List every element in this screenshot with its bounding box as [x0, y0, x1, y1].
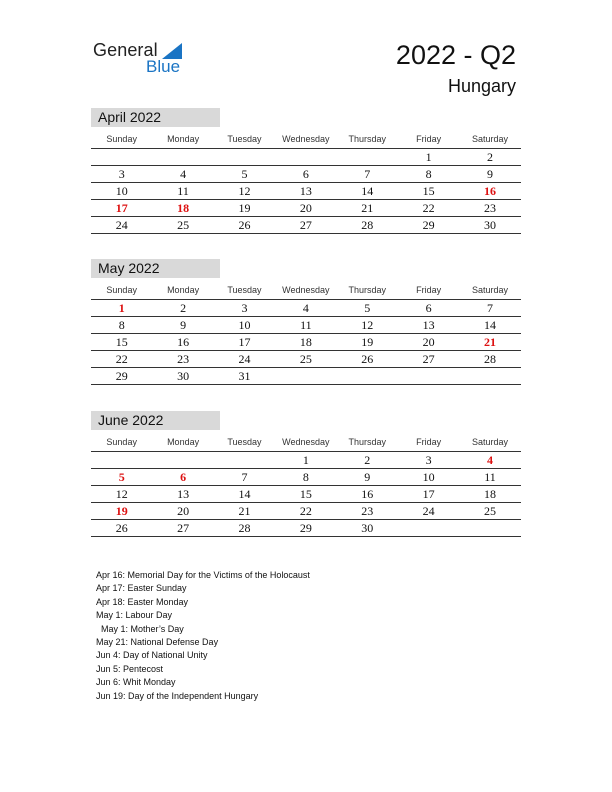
weekday-label: Tuesday [227, 285, 262, 295]
weekday-header-row [91, 282, 521, 300]
day-cell: 16 [361, 487, 374, 501]
day-cell: 20 [299, 201, 312, 215]
weekday-label: Saturday [472, 134, 509, 144]
holiday-note: May 1: Labour Day [96, 610, 173, 621]
weekday-label: Thursday [348, 285, 387, 295]
weekday-label: Wednesday [282, 285, 330, 295]
weekday-label: Monday [167, 437, 200, 447]
day-cell: 3 [118, 167, 125, 181]
holiday-note: Apr 16: Memorial Day for the Victims of the Holocaust [96, 570, 310, 580]
weekday-label: Friday [416, 285, 442, 295]
day-cell: 13 [422, 318, 435, 332]
day-cell: 19 [238, 201, 251, 215]
day-cell: 12 [115, 487, 128, 501]
holiday-note: Apr 18: Easter Monday [96, 596, 189, 607]
day-cell: 21 [238, 504, 251, 518]
day-cell: 5 [364, 301, 371, 315]
week-row [91, 149, 521, 166]
day-cell: 2 [487, 150, 494, 164]
day-cell: 9 [364, 470, 371, 484]
day-cell: 27 [177, 521, 190, 535]
holiday-note: Jun 6: Whit Monday [96, 677, 176, 688]
day-cell: 11 [177, 184, 189, 198]
empty-day-cell [91, 452, 152, 468]
weekday-label: Friday [416, 437, 442, 447]
day-cell: 2 [180, 301, 187, 315]
day-cell: 14 [238, 487, 251, 501]
day-cell: 2 [364, 453, 371, 467]
day-cell: 14 [484, 318, 497, 332]
day-cell: 24 [115, 218, 128, 232]
day-cell: 7 [241, 470, 248, 484]
day-cell: 14 [361, 184, 374, 198]
day-cell: 17 [238, 335, 251, 349]
day-cell: 8 [302, 470, 309, 484]
day-cell: 9 [487, 167, 494, 181]
day-cell: 8 [425, 167, 432, 181]
day-cell: 8 [118, 318, 125, 332]
month-calendar [91, 259, 521, 385]
day-cell: 29 [422, 218, 435, 232]
day-cell: 28 [361, 218, 374, 232]
weekday-label: Tuesday [227, 437, 262, 447]
month-title: June 2022 [91, 411, 220, 430]
empty-day-cell [91, 149, 152, 165]
day-cell: 29 [115, 369, 128, 383]
empty-day-cell [398, 520, 459, 536]
holiday-note: Jun 4: Day of National Unity [96, 650, 208, 661]
day-cell: 15 [422, 184, 435, 198]
week-row [91, 317, 521, 334]
weekday-label: Monday [167, 285, 200, 295]
day-cell: 22 [299, 504, 312, 518]
week-row [91, 368, 521, 385]
day-cell: 15 [115, 335, 128, 349]
day-cell: 21 [484, 335, 497, 349]
week-row [91, 334, 521, 351]
day-cell: 10 [422, 470, 435, 484]
day-cell: 25 [484, 504, 497, 518]
day-cell: 3 [425, 453, 432, 467]
week-row [91, 300, 521, 317]
weekday-label: Sunday [106, 437, 137, 447]
day-cell: 11 [300, 318, 312, 332]
country-name: Hungary [447, 76, 516, 96]
holiday-note: May 1: Mother’s Day [101, 623, 184, 634]
empty-day-cell [214, 149, 275, 165]
month-calendar [91, 411, 521, 537]
weekday-header-row [91, 434, 521, 452]
day-cell: 7 [487, 301, 494, 315]
logo-general-text: General [93, 40, 158, 60]
weekday-label: Wednesday [282, 437, 330, 447]
weekday-label: Tuesday [227, 134, 262, 144]
empty-day-cell [152, 149, 213, 165]
day-cell: 24 [422, 504, 435, 518]
weekday-label: Wednesday [282, 134, 330, 144]
day-cell: 29 [299, 521, 312, 535]
day-cell: 30 [484, 218, 497, 232]
weekday-label: Friday [416, 134, 442, 144]
empty-day-cell [337, 368, 398, 384]
empty-day-cell [337, 149, 398, 165]
week-row [91, 469, 521, 486]
day-cell: 12 [361, 318, 374, 332]
weekday-label: Monday [167, 134, 200, 144]
weekday-label: Sunday [106, 134, 137, 144]
day-cell: 28 [238, 521, 251, 535]
weekday-label: Saturday [472, 437, 509, 447]
day-cell: 1 [302, 453, 309, 467]
week-row [91, 452, 521, 469]
day-cell: 17 [115, 201, 128, 215]
day-cell: 5 [241, 167, 248, 181]
month-title: May 2022 [91, 259, 220, 278]
day-cell: 25 [299, 352, 312, 366]
day-cell: 21 [361, 201, 374, 215]
day-cell: 13 [177, 487, 190, 501]
empty-day-cell [459, 368, 520, 384]
day-cell: 28 [484, 352, 497, 366]
holiday-note: Apr 17: Easter Sunday [96, 583, 187, 594]
day-cell: 1 [425, 150, 432, 164]
empty-day-cell [459, 520, 520, 536]
weekday-label: Saturday [472, 285, 509, 295]
holiday-notes [96, 569, 310, 703]
day-cell: 16 [484, 184, 497, 198]
week-row [91, 200, 521, 217]
day-cell: 30 [361, 521, 374, 535]
day-cell: 26 [361, 352, 374, 366]
day-cell: 17 [422, 487, 435, 501]
brand-logo [93, 40, 193, 80]
holiday-note: Jun 19: Day of the Independent Hungary [96, 690, 259, 701]
day-cell: 1 [118, 301, 125, 315]
day-cell: 24 [238, 352, 251, 366]
day-cell: 26 [238, 218, 251, 232]
month-title: April 2022 [91, 108, 220, 127]
day-cell: 13 [299, 184, 312, 198]
week-row [91, 183, 521, 200]
week-row [91, 166, 521, 183]
empty-day-cell [275, 368, 336, 384]
day-cell: 7 [364, 167, 371, 181]
weekday-header-row [91, 131, 521, 149]
empty-day-cell [398, 368, 459, 384]
day-cell: 27 [422, 352, 435, 366]
month-calendar [91, 108, 521, 234]
day-cell: 12 [238, 184, 251, 198]
day-cell: 19 [115, 504, 128, 518]
day-cell: 6 [302, 167, 309, 181]
day-cell: 30 [177, 369, 190, 383]
day-cell: 31 [238, 369, 251, 383]
day-cell: 11 [484, 470, 496, 484]
day-cell: 27 [299, 218, 312, 232]
day-cell: 23 [361, 504, 374, 518]
day-cell: 25 [177, 218, 190, 232]
day-cell: 3 [241, 301, 248, 315]
day-cell: 22 [422, 201, 435, 215]
empty-day-cell [152, 452, 213, 468]
day-cell: 4 [487, 453, 494, 467]
day-cell: 5 [118, 470, 125, 484]
day-cell: 18 [177, 201, 190, 215]
day-cell: 6 [180, 470, 187, 484]
day-cell: 15 [299, 487, 312, 501]
day-cell: 23 [177, 352, 190, 366]
weekday-label: Sunday [106, 285, 137, 295]
weekday-label: Thursday [348, 437, 387, 447]
holiday-note: May 21: National Defense Day [96, 637, 219, 648]
quarter-title: 2022 - Q2 [395, 40, 516, 70]
empty-day-cell [275, 149, 336, 165]
week-row [91, 486, 521, 503]
holiday-note: Jun 5: Pentecost [96, 663, 164, 674]
week-row [91, 520, 521, 537]
day-cell: 18 [484, 487, 497, 501]
week-row [91, 351, 521, 368]
day-cell: 26 [115, 521, 128, 535]
day-cell: 18 [299, 335, 312, 349]
day-cell: 4 [180, 167, 187, 181]
weekday-label: Thursday [348, 134, 387, 144]
day-cell: 19 [361, 335, 374, 349]
day-cell: 9 [180, 318, 187, 332]
day-cell: 20 [422, 335, 435, 349]
day-cell: 10 [115, 184, 128, 198]
week-row [91, 503, 521, 520]
day-cell: 4 [302, 301, 309, 315]
day-cell: 10 [238, 318, 251, 332]
week-row [91, 217, 521, 234]
day-cell: 23 [484, 201, 497, 215]
empty-day-cell [214, 452, 275, 468]
day-cell: 20 [177, 504, 190, 518]
day-cell: 6 [425, 301, 432, 315]
logo-blue-text: Blue [146, 57, 181, 76]
day-cell: 16 [177, 335, 190, 349]
day-cell: 22 [115, 352, 128, 366]
